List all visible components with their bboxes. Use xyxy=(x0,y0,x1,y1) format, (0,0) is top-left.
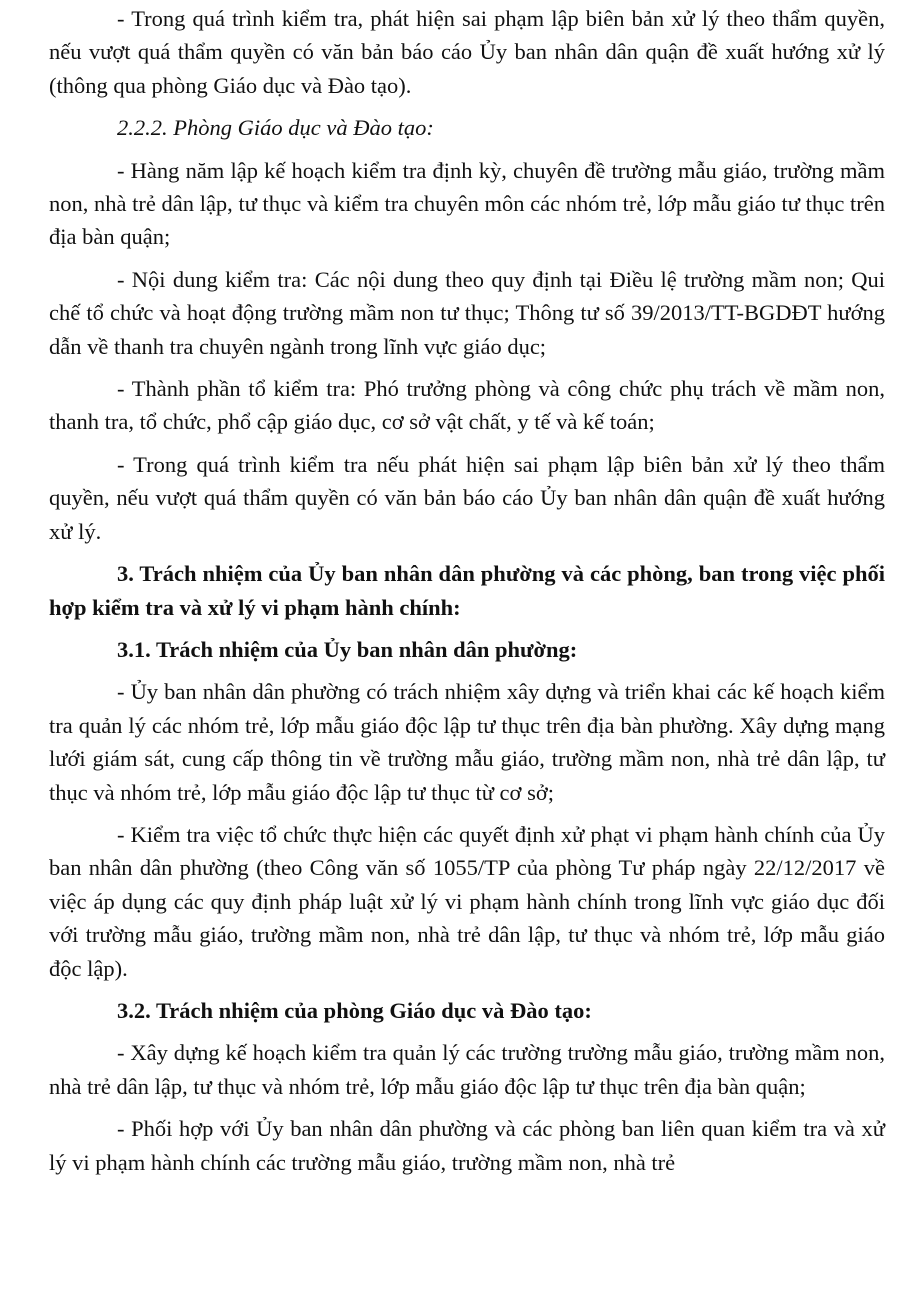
paragraph-annual-plan: - Hàng năm lập kế hoạch kiểm tra định kỳ, chuyên đề trường mẫu giáo, trường mầm non, nhà trẻ dân lập, tư thục và kiểm tra chuyên môn các nhóm trẻ, lớp mẫu giáo tư thục trên địa bàn quận; xyxy=(49,157,885,250)
paragraph-dept-coordination: - Phối hợp với Ủy ban nhân dân phường và các phòng ban liên quan kiểm tra và xử lý vi phạm hành chính các trường mẫu giáo, trường mầm non, nhà trẻ xyxy=(49,1116,885,1175)
section-heading-3-1: 3.1. Trách nhiệm của Ủy ban nhân dân phường: xyxy=(117,636,578,662)
paragraph-inspection-team: - Thành phần tổ kiểm tra: Phó trưởng phòng và công chức phụ trách về mầm non, thanh tra, tổ chức, phổ cập giáo dục, cơ sở vật chất, y tế và kế toán; xyxy=(49,376,885,435)
section-heading-2-2-2: 2.2.2. Phòng Giáo dục và Đào tạo: xyxy=(117,115,434,141)
paragraph-violation-handling: - Trong quá trình kiểm tra, phát hiện sai phạm lập biên bản xử lý theo thẩm quyền, nếu vượt quá thẩm quyền có văn bản báo cáo Ủy ban nhân dân quận đề xuất hướng xử lý (thông qua phòng Giáo dục và Đào tạo). xyxy=(49,6,885,98)
paragraph-ward-responsibility: - Ủy ban nhân dân phường có trách nhiệm xây dựng và triển khai các kế hoạch kiểm tra quản lý các nhóm trẻ, lớp mẫu giáo độc lập tư thục trên địa bàn phường. Xây dựng mạng lưới giám sát, cung cấp thông tin về trường mẫu giáo, trường mầm non, nhà trẻ dân lập, tư thục và nhóm trẻ, lớp mẫu giáo độc lập tư thục từ cơ sở; xyxy=(49,679,885,805)
paragraph-violation-reporting: - Trong quá trình kiểm tra nếu phát hiện sai phạm lập biên bản xử lý theo thẩm quyền, nếu vượt quá thẩm quyền có văn bản báo cáo Ủy ban nhân dân quận đề xuất hướng xử lý. xyxy=(49,451,885,544)
paragraph-ward-enforcement: - Kiểm tra việc tổ chức thực hiện các quyết định xử phạt vi phạm hành chính của Ủy ban nhân dân phường (theo Công văn số 1055/TP của phòng Tư pháp ngày 22/12/2017 về việc áp dụng các quy định pháp luật xử lý vi phạm hành chính trong lĩnh vực giáo dục đối với trường mẫu giáo, trường mầm non, nhà trẻ dân lập, tư thục và nhóm trẻ, lớp mẫu giáo độc lập). xyxy=(49,821,885,981)
section-heading-3: 3. Trách nhiệm của Ủy ban nhân dân phường và các phòng, ban trong việc phối hợp kiểm tra và xử lý vi phạm hành chính: xyxy=(49,561,885,620)
document-page xyxy=(49,0,885,1179)
paragraph-inspection-content: - Nội dung kiểm tra: Các nội dung theo quy định tại Điều lệ trường mầm non; Qui chế tổ chức và hoạt động trường mầm non tư thục; Thông tư số 39/2013/TT-BGDĐT hướng dẫn về thanh tra chuyên ngành trong lĩnh vực giáo dục; xyxy=(49,266,885,359)
paragraph-dept-plan: - Xây dựng kế hoạch kiểm tra quản lý các trường trường mẫu giáo, trường mầm non, nhà trẻ dân lập, tư thục và nhóm trẻ, lớp mẫu giáo độc lập tư thục trên địa bàn quận; xyxy=(49,1040,885,1099)
section-heading-3-2: 3.2. Trách nhiệm của phòng Giáo dục và Đào tạo: xyxy=(117,997,592,1023)
